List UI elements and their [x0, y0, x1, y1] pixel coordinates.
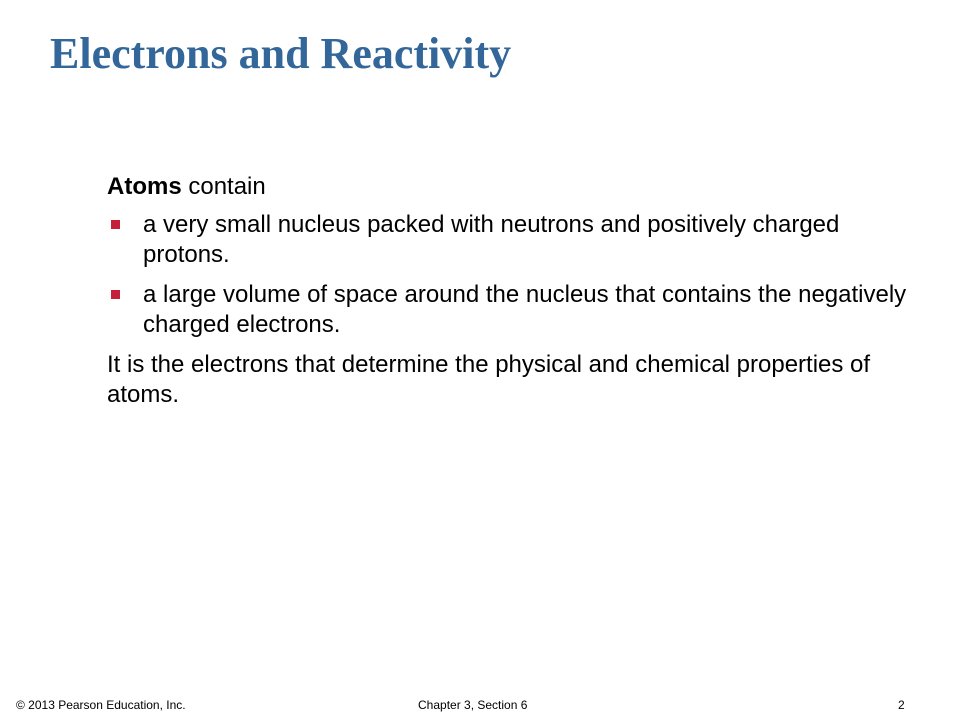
square-bullet-icon — [111, 290, 120, 299]
intro-bold: Atoms — [107, 173, 182, 200]
bullet-list — [107, 210, 907, 340]
bullet-item — [107, 210, 907, 270]
conclusion-text: It is the electrons that determine the physical and chemical properties of atoms. — [107, 351, 871, 408]
footer-copyright: © 2013 Pearson Education, Inc. — [16, 698, 186, 712]
square-bullet-icon — [111, 220, 120, 229]
bullet-text: a very small nucleus packed with neutrons and positively charged protons. — [143, 211, 840, 268]
intro-rest: contain — [181, 173, 266, 200]
intro-line — [107, 172, 907, 202]
slide-title: Electrons and Reactivity — [50, 29, 512, 78]
bullet-item — [107, 280, 907, 340]
bullet-text: a large volume of space around the nucleus that contains the negatively charged electrons. — [143, 281, 907, 338]
footer-page-number: 2 — [898, 698, 905, 712]
slide-body — [107, 172, 907, 420]
footer-chapter: Chapter 3, Section 6 — [418, 698, 528, 712]
